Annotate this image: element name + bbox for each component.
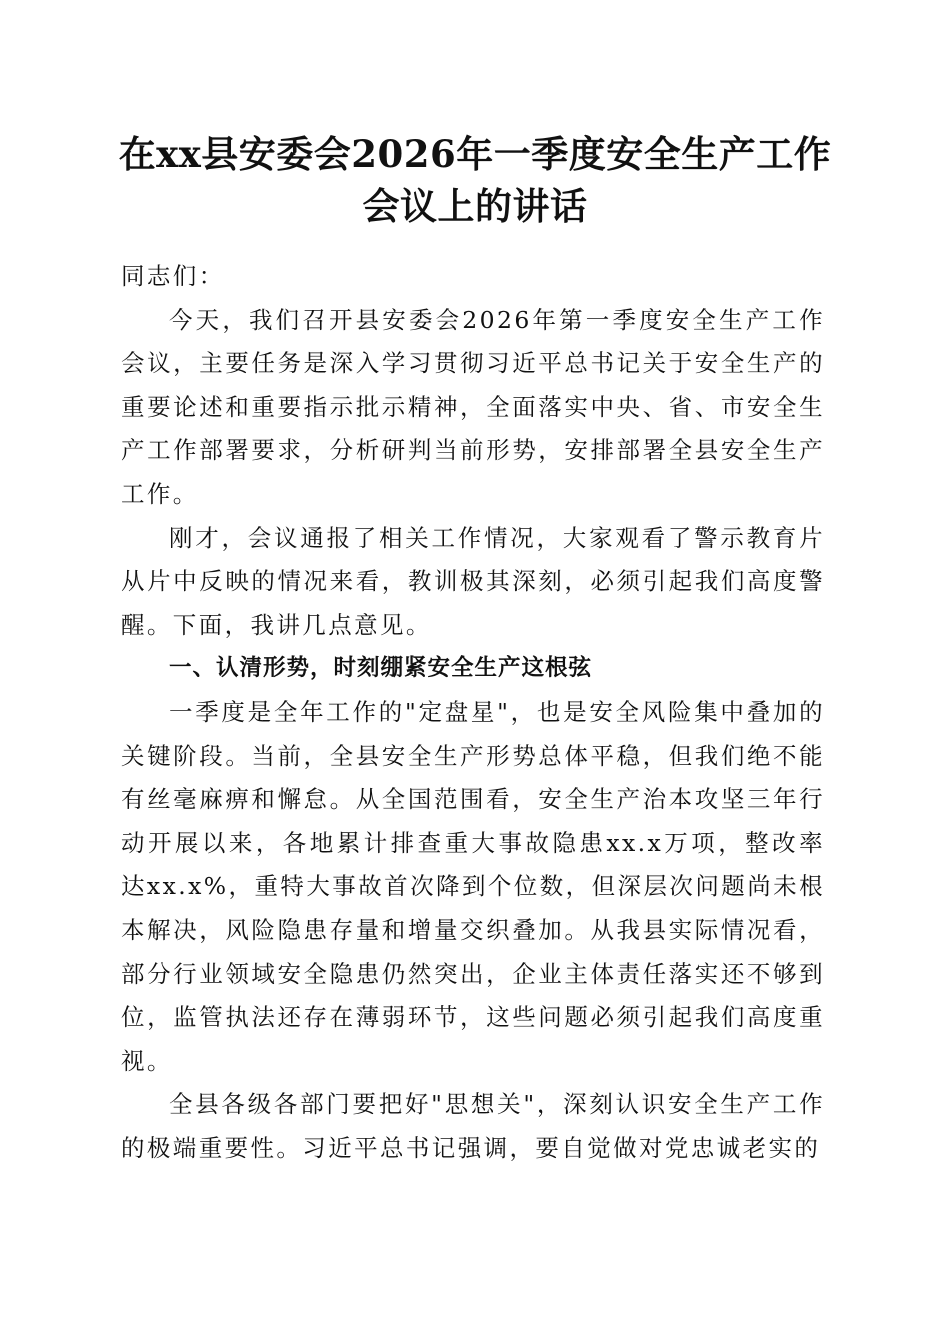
document-title: 在xx县安委会2026年一季度安全生产工作会议上的讲话	[118, 132, 832, 228]
document-body	[121, 255, 825, 1170]
section-paragraph-ideology: 全县各级各部门要把好"思想关"，深刻认识安全生产工作的极端重要性。习近平总书记强调，要自觉做对党忠诚老实的	[121, 1090, 825, 1162]
body-paragraph-warning: 刚才，会议通报了相关工作情况，大家观看了警示教育片从片中反映的情况来看，教训极其深刻，必须引起我们高度警醒。下面，我讲几点意见。	[121, 523, 825, 639]
section-paragraph-situation: 一季度是全年工作的"定盘星"，也是安全风险集中叠加的关键阶段。当前，全县安全生产形势总体平稳，但我们绝不能有丝毫麻痹和懈怠。从全国范围看，安全生产治本攻坚三年行动开展以来，各地累计排查重大事故隐患xx.x万项，整改率达xx.x%，重特大事故首次降到个位数，但深层次问题尚未根本解决，风险隐患存量和增量交织叠加。从我县实际情况看，部分行业领域安全隐患仍然突出，企业主体责任落实还不够到位，监管执法还存在薄弱环节，这些问题必须引起我们高度重视。	[121, 697, 825, 1075]
body-paragraph-opening: 今天，我们召开县安委会2026年第一季度安全生产工作会议，主要任务是深入学习贯彻习近平总书记关于安全生产的重要论述和重要指示批示精神，全面落实中央、省、市安全生产工作部署要求，分析研判当前形势，安排部署全县安全生产工作。	[121, 305, 825, 508]
section-heading: 一、认清形势，时刻绷紧安全生产这根弦	[169, 655, 593, 682]
salutation: 同志们：	[121, 262, 225, 290]
